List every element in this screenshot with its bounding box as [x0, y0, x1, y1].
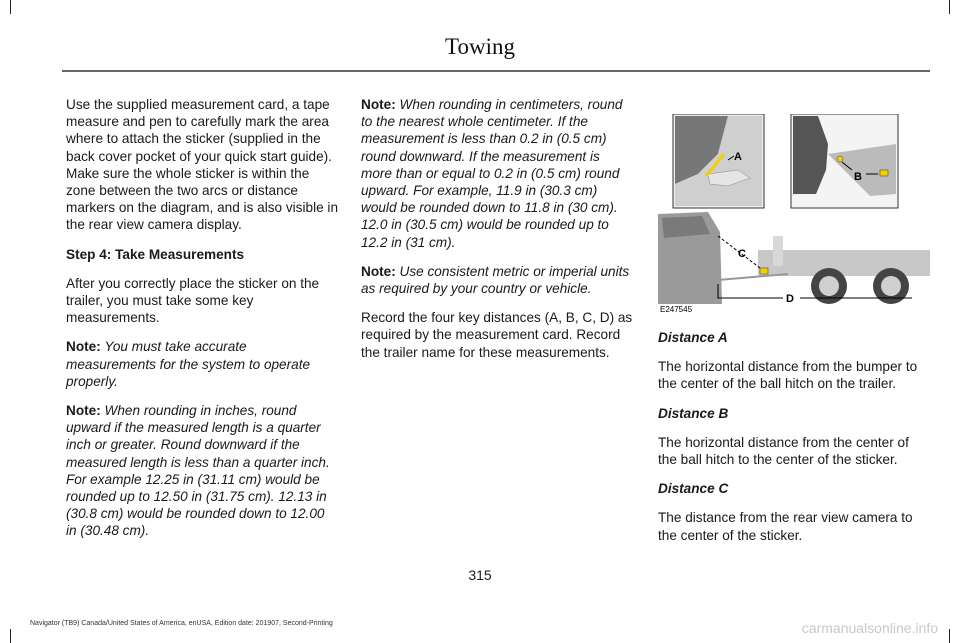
paragraph: The horizontal distance from the center of the ball hitch to the center of the sticker.: [658, 434, 909, 468]
column-middle: [361, 96, 633, 373]
trailer-measurement-figure: [658, 114, 930, 314]
crop-mark: [10, 0, 11, 14]
page-title: Towing: [445, 34, 515, 59]
step-heading: Step 4: Take Measurements: [66, 246, 245, 262]
note: [66, 402, 338, 540]
label-a: A: [734, 151, 742, 163]
distance-b-heading: Distance B: [658, 405, 729, 421]
label-b: B: [854, 171, 862, 183]
header-rule: [62, 70, 930, 72]
paragraph: Record the four key distances (A, B, C, D) as required by the measurement card. Record the trailer name for these measurements.: [361, 310, 633, 360]
note-label: Note:: [361, 97, 396, 112]
note-label: Note:: [66, 339, 101, 355]
watermark: carmanualsonline.info: [801, 620, 938, 636]
note-label: Note:: [66, 403, 101, 419]
note: [66, 338, 338, 390]
column-right: [658, 329, 930, 556]
paragraph: The horizontal distance from the bumper to the center of the ball hitch on the trailer.: [658, 359, 918, 392]
crop-mark: [10, 629, 11, 643]
crop-mark: [949, 0, 950, 14]
footer-text: Navigator (TB9) Canada/United States of America, enUSA, Edition date: 201907, Second-Printing: [30, 620, 333, 627]
label-c: C: [738, 248, 746, 260]
distance-a-heading: Distance A: [658, 330, 728, 345]
note: [361, 96, 633, 251]
note-text: Use consistent metric or imperial units as required by your country or vehicle.: [361, 263, 630, 297]
label-d: D: [786, 293, 794, 305]
figure-id: E247545: [660, 305, 693, 314]
note: [361, 263, 633, 297]
crop-mark: [949, 629, 950, 643]
paragraph: After you correctly place the sticker on the trailer, you must take some key measurements.: [66, 275, 320, 326]
note-text: When rounding in inches, round upward if the measured length is a quarter inch or greater. Round downward if the measured length is less than a quarter inch. For example 12.25 in (31.11 cm) would be rounded up to 12.50 in (31.75 cm). 12.13 in (30.8 cm) would be rounded down to 12.00 in (30.48 cm).: [66, 403, 330, 539]
page-number: 315: [468, 567, 492, 583]
note-text: When rounding in centimeters, round to the nearest whole centimeter. If the measurement is less than 0.2 in (0.5 cm) round downward. If the measurement is more than or equal to 0.2 in (0.5 cm) round upward. For example, 11.9 in (30.3 cm) would be rounded down to 11.8 in (30 cm). 12.0 in (30.5 cm) would be rounded up to 12.2 in (31 cm).: [361, 97, 623, 250]
paragraph: Use the supplied measurement card, a tape measure and pen to carefully mark the area where to attach the sticker (supplied in the back cover pocket of your quick start guide). Make sure the whole sticker is within the zone between the two arcs or distance markers on the diagram, and is also visible in the rear view camera display.: [66, 97, 339, 233]
paragraph: The distance from the rear view camera to the center of the sticker.: [658, 510, 913, 543]
column-left: [66, 96, 338, 552]
distance-c-heading: Distance C: [658, 481, 729, 497]
note-text: You must take accurate measurements for the system to operate properly.: [66, 339, 311, 389]
note-label: Note:: [361, 263, 396, 279]
